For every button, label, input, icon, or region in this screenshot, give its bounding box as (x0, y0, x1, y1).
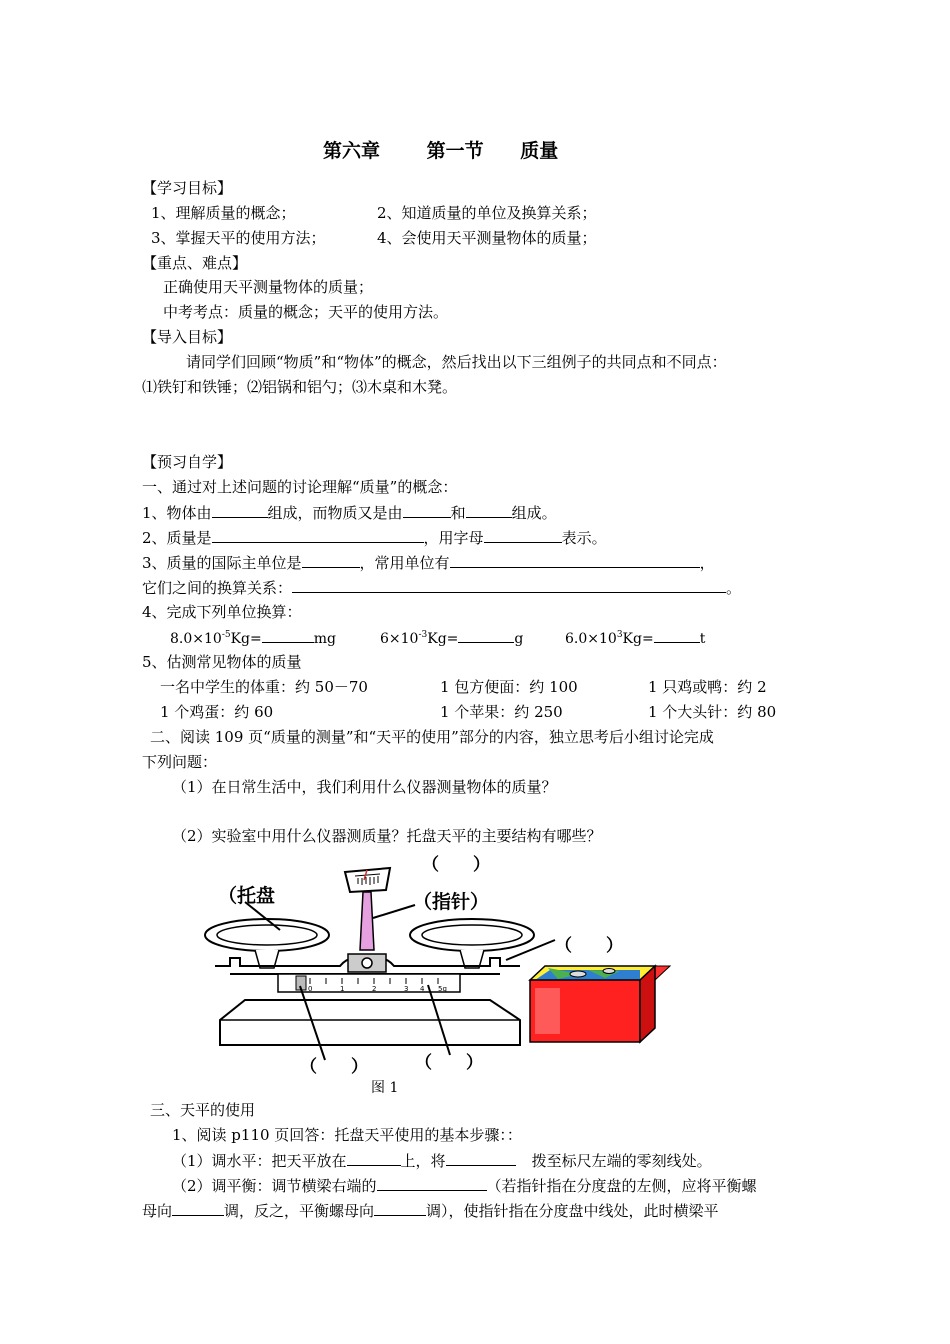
estimate-item: 一名中学生的体重：约 50－70 (160, 678, 368, 696)
estimate-item: 1 个苹果：约 250 (440, 703, 563, 721)
answer-blank[interactable] (302, 552, 360, 568)
weight-box (530, 966, 670, 1042)
conversion-3: $6.0\times 10^3Kg= t$ (565, 627, 705, 649)
question-4: 4、完成下列单位换算： (142, 603, 302, 621)
figure-caption: 图 1 (371, 1080, 399, 1096)
balance-figure (200, 850, 690, 1100)
answer-blank[interactable] (262, 627, 314, 643)
intro-line: ⑴铁钉和铁锤；⑵铝锅和铝勺；⑶木桌和木凳。 (142, 378, 458, 396)
step-2-cont: 母向 调，反之，平衡螺母向 调），使指针指在分度盘中线处，此时横梁平 (142, 1202, 719, 1220)
answer-blank[interactable] (403, 502, 451, 518)
label-blank-rider: （ ） (300, 1057, 368, 1077)
answer-blank[interactable] (466, 502, 512, 518)
label-tray: （托盘 (218, 885, 276, 907)
goal-item: 1、理解质量的概念； (151, 204, 296, 222)
question-3: 3、质量的国际主单位是 ，常用单位有 ， (142, 554, 715, 572)
answer-blank[interactable] (450, 552, 700, 568)
key-header: 【重点、难点】 (142, 254, 248, 272)
scale-tick-label: 5g (438, 985, 447, 993)
right-pan (410, 919, 534, 968)
scale-bar (278, 974, 460, 993)
problem-1: （1）在日常生活中，我们利用什么仪器测量物体的质量？ (172, 778, 557, 796)
answer-blank[interactable] (446, 1150, 516, 1166)
scale-tick-label: 4 (420, 985, 425, 993)
estimate-item: 1 只鸡或鸭：约 2 (648, 678, 767, 696)
title-topic: 质量 (520, 140, 559, 162)
scale-tick-label: 3 (404, 985, 409, 993)
goal-item: 4、会使用天平测量物体的质量； (377, 229, 597, 247)
page-title (323, 141, 558, 161)
answer-blank[interactable] (654, 627, 700, 643)
goal-item: 3、掌握天平的使用方法； (151, 229, 326, 247)
preview-header: 【预习自学】 (142, 453, 233, 471)
estimate-item: 1 包方便面：约 100 (440, 678, 578, 696)
answer-blank[interactable] (374, 1200, 426, 1216)
conversion-1: $8.0\times 10^{-5}Kg=$ mg (170, 627, 336, 649)
answer-blank[interactable] (292, 577, 726, 593)
key-line: 中考考点：质量的概念；天平的使用方法。 (163, 303, 449, 321)
answer-blank[interactable] (172, 1200, 224, 1216)
answer-blank[interactable] (212, 502, 268, 518)
estimate-item: 1 个大头针：约 80 (648, 703, 777, 721)
goal-item: 2、知道质量的单位及换算关系； (377, 204, 597, 222)
use-section-3: 三、天平的使用 (150, 1101, 256, 1119)
estimate-item: 1 个鸡蛋：约 60 (160, 703, 274, 721)
label-blank-nut: （ ） (555, 936, 623, 956)
title-section: 第一节 (426, 140, 484, 162)
question-5: 5、估测常见物体的质量 (142, 653, 302, 671)
use-read: 1、阅读 p110 页回答：托盘天平使用的基本步骤：： (172, 1126, 522, 1144)
title-chapter: 第六章 (323, 140, 381, 162)
answer-blank[interactable] (377, 1175, 487, 1191)
question-3b: 它们之间的换算关系： 。 (142, 579, 742, 597)
dial (345, 868, 390, 892)
answer-blank[interactable] (458, 627, 514, 643)
scale-tick-label: 2 (372, 985, 377, 993)
scale-tick-label: 1 (340, 985, 345, 993)
conversion-2: $6\times 10^{-3}Kg= g$ (380, 627, 523, 649)
answer-blank[interactable] (484, 527, 562, 543)
preview-section-2-cont: 下列问题： (142, 753, 218, 771)
question-2: 2、质量是 ，用字母 表示。 (142, 529, 607, 547)
preview-section-2: 二、阅读 109 页“质量的测量”和“天平的使用”部分的内容，独立思考后小组讨论完成 (150, 728, 714, 746)
left-pan (205, 919, 329, 968)
step-1: （1）调水平：把天平放在 上，将 拨至标尺左端的零刻线处。 (172, 1152, 712, 1170)
answer-blank[interactable] (212, 527, 424, 543)
intro-header: 【导入目标】 (142, 328, 233, 346)
step-2: （2）调平衡：调节横梁右端的 （若指针指在分度盘的左侧，应将平衡螺 (172, 1177, 757, 1195)
intro-line: 请同学们回顾“物质”和“物体”的概念，然后找出以下三组例子的共同点和不同点： (186, 353, 727, 371)
preview-section-1: 一、通过对上述问题的讨论理解“质量”的概念： (142, 478, 458, 496)
label-blank-scale: （ ） (415, 1053, 483, 1073)
question-1: 1、物体由 组成，而物质又是由 和 组成。 (142, 504, 557, 522)
answer-blank[interactable] (347, 1150, 401, 1166)
problem-2: （2）实验室中用什么仪器测质量？托盘天平的主要结构有哪些？ (172, 827, 602, 845)
pointer-column (360, 892, 374, 950)
balance-base (220, 1000, 520, 1045)
label-pointer: （指针） (413, 891, 490, 913)
label-blank-dial: （ ） (422, 855, 490, 875)
goals-header: 【学习目标】 (142, 179, 233, 197)
scale-tick-label: 0 (308, 985, 313, 993)
key-line: 正确使用天平测量物体的质量； (163, 278, 374, 296)
